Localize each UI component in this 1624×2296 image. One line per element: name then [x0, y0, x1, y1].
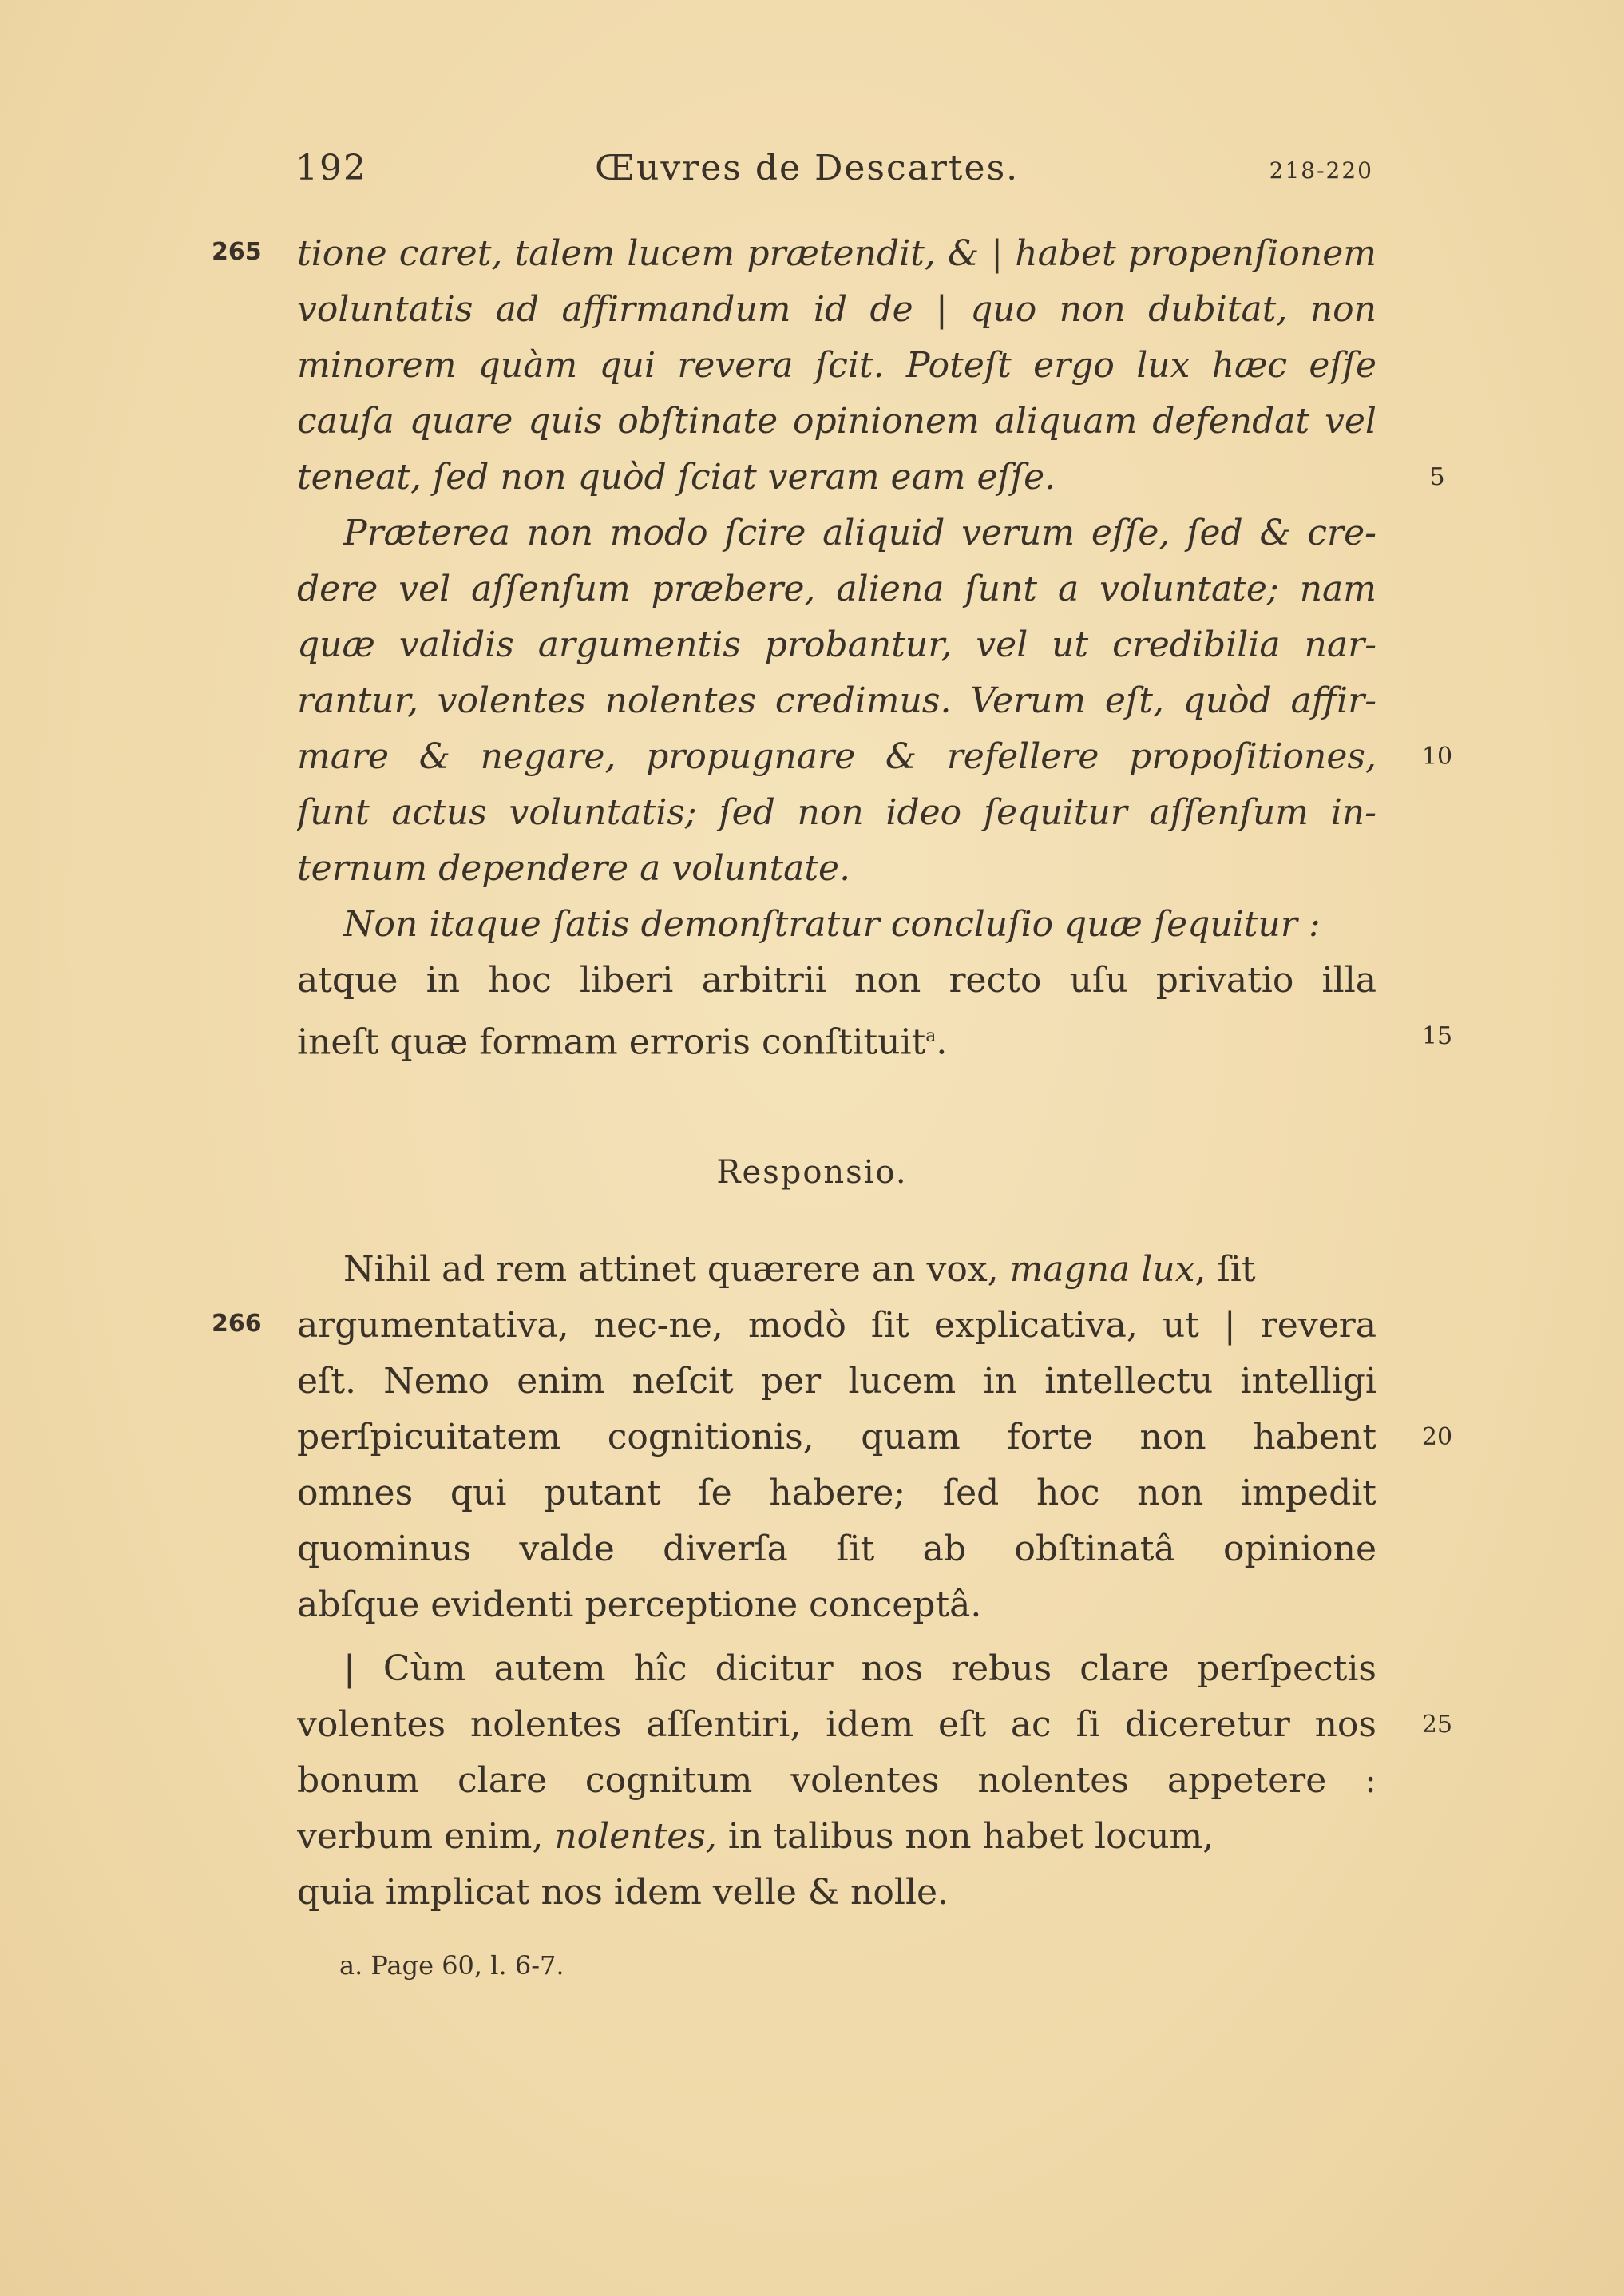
text-line-body: verbum enim, — [297, 1816, 544, 1857]
text-line: ternum dependere a voluntate. — [297, 848, 851, 889]
text-line — [297, 1809, 1376, 1865]
line-number: 5 — [1429, 463, 1445, 491]
text-line-end: in talibus non habet locum, — [727, 1816, 1214, 1857]
page-range: 218-220 — [1269, 157, 1373, 184]
text-line: Non itaque ſatis demonſtratur concluſio quæ ſequitur : — [343, 904, 1321, 945]
text-line-end: , ſit — [1194, 1249, 1256, 1290]
italic-phrase: magna lux — [1009, 1249, 1195, 1290]
text-line: bonum clare cognitum volentes nolentes appetere : — [297, 1760, 1376, 1801]
text-line — [297, 1009, 1376, 1065]
line-number: 10 — [1421, 743, 1453, 771]
text-line: eſt. Nemo enim neſcit per lucem in intellectu intelligi — [297, 1361, 1376, 1402]
line-number: 20 — [1421, 1423, 1453, 1451]
text-line-end: . — [936, 1021, 948, 1063]
line-number: 25 — [1421, 1711, 1453, 1739]
text-line: | Cùm autem hîc dicitur nos rebus clare perſpectis — [343, 1648, 1376, 1689]
text-line: quia implicat nos idem velle & nolle. — [297, 1872, 949, 1913]
text-line: quæ validis argumentis probantur, vel ut credibilia nar- — [297, 625, 1376, 665]
text-line: perſpicuitatem cognitionis, quam forte non habent — [297, 1417, 1376, 1457]
text-line-body: Nihil ad rem attinet quærere an vox, — [343, 1249, 999, 1290]
text-line: volentes nolentes aſſentiri, idem eſt ac ſi diceretur nos — [297, 1704, 1376, 1745]
margin-number-left: 266 — [212, 1310, 262, 1338]
text-line: Præterea non modo ſcire aliquid verum eſſe, ſed & cre- — [343, 513, 1376, 553]
text-line: argumentativa, nec-ne, modò ſit explicativa, ut | revera — [297, 1305, 1376, 1346]
margin-number-left: 265 — [212, 238, 262, 266]
text-line: teneat, ſed non quòd ſciat veram eam eſſe. — [297, 457, 1056, 498]
text-line: ſunt actus voluntatis; ſed non ideo ſequitur aſſenſum in- — [297, 792, 1376, 833]
text-line-body: ineſt quæ formam erroris conſtituit — [297, 1021, 926, 1063]
italic-phrase: nolentes, — [554, 1816, 717, 1857]
footnote-mark: a — [925, 1026, 937, 1046]
page-number: 192 — [295, 148, 367, 188]
text-line: quominus valde diverſa ſit ab obſtinatâ opinione — [297, 1529, 1376, 1569]
line-number: 15 — [1421, 1022, 1453, 1050]
text-line: minorem quàm qui revera ſcit. Poteſt ergo lux hæc eſſe — [297, 345, 1376, 386]
text-line: rantur, volentes nolentes credimus. Verum eſt, quòd affir- — [297, 680, 1376, 721]
text-line: omnes qui putant ſe habere; ſed hoc non impedit — [297, 1473, 1376, 1513]
text-line: abſque evidenti perceptione conceptâ. — [297, 1584, 982, 1625]
text-line: atque in hoc liberi arbitrii non recto uſu privatio illa — [297, 960, 1376, 1001]
running-header — [295, 148, 1373, 196]
running-title: Œuvres de Descartes. — [595, 148, 1020, 188]
text-line: dere vel aſſenſum præbere, aliena ſunt a voluntate; nam — [297, 569, 1376, 609]
text-line: voluntatis ad affirmandum id de | quo non dubitat, non — [297, 289, 1376, 330]
text-line: tione caret, talem lucem prætendit, & | habet propenſionem — [297, 233, 1376, 274]
section-heading: Responsio. — [716, 1154, 908, 1191]
text-line: cauſa quare quis obſtinate opinionem aliquam defendat vel — [297, 401, 1376, 442]
footnote: a. Page 60, l. 6-7. — [339, 1950, 564, 1981]
text-line: mare & negare, propugnare & refellere propoſitiones, — [297, 736, 1376, 777]
text-line — [343, 1242, 1376, 1298]
